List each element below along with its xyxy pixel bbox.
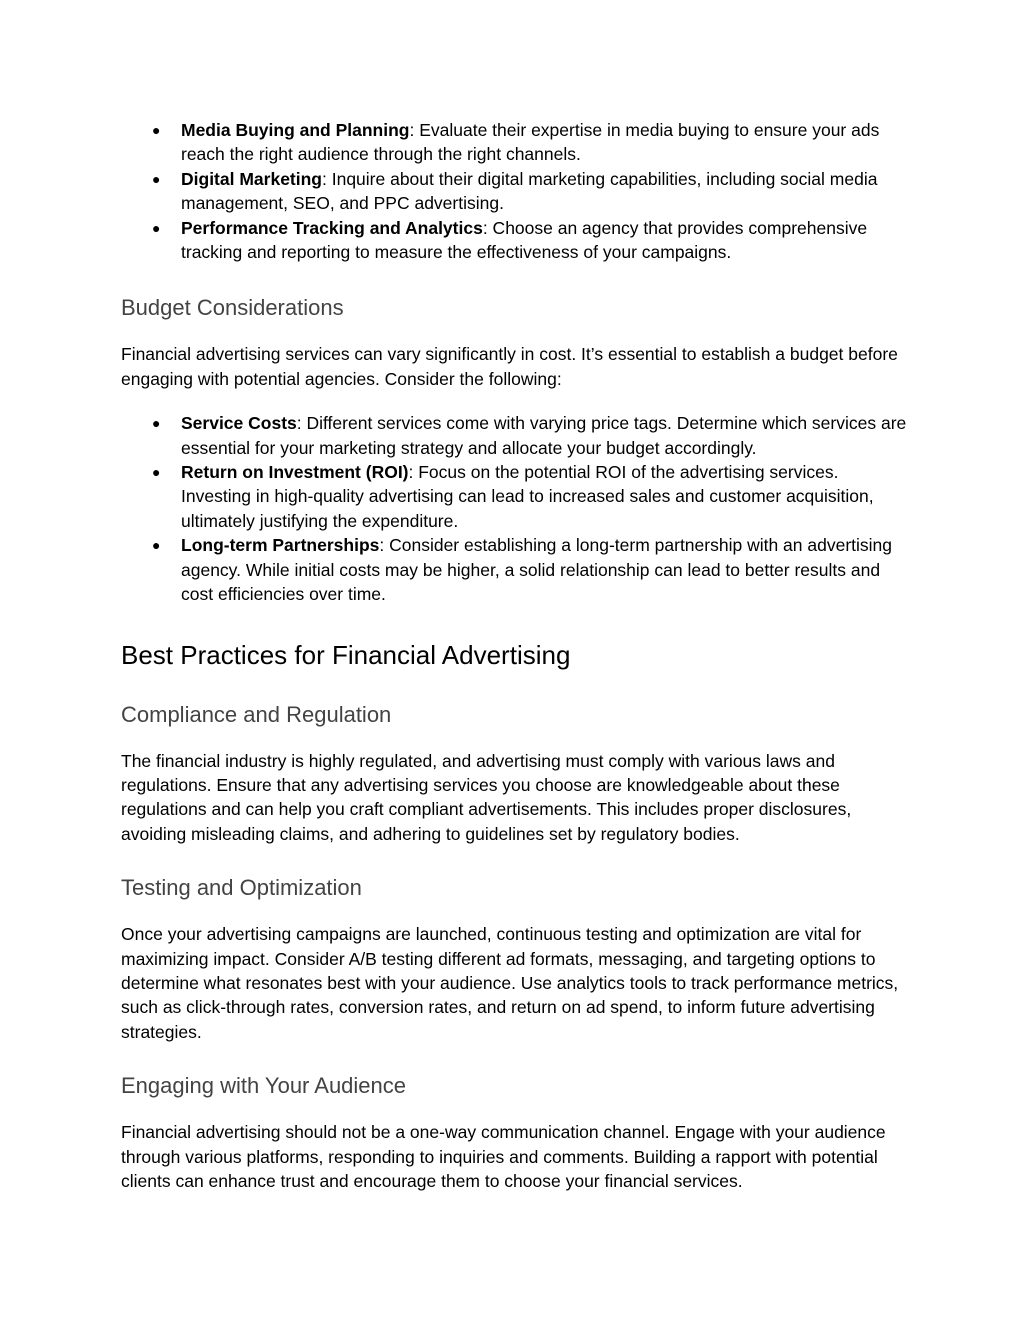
list-item-term: Digital Marketing [181,168,322,189]
budget-list [121,411,911,606]
list-item-text: : Consider establishing a long-term partnership with an advertising agency. While initial costs may be higher, a solid relationship can lead to better results and cost efficiencies over time. [181,535,893,605]
bullet-icon: ● [152,170,161,187]
list-item [121,167,911,216]
testing-body: Once your advertising campaigns are launched, continuous testing and optimization are vital for maximizing impact. Consider A/B testing different ad formats, messaging, and targeting options to determine what resonates best with your audience. Use analytics tools to track performance metrics, such as click-through rates, conversion rates, and return on ad spend, to inform future advertising strategies. [121,924,899,1042]
engaging-body: Financial advertising should not be a one-way communication channel. Engage with your audience through various platforms, responding to inquiries and comments. Building a rapport with potential clients can enhance trust and encourage them to choose your financial services. [121,1122,886,1191]
list-item [121,533,911,606]
bullet-icon: ● [152,464,161,481]
list-item [121,411,911,460]
bullet-icon: ● [152,415,161,432]
bullet-icon: ● [152,219,161,236]
budget-intro: Financial advertising services can vary significantly in cost. It’s essential to establish a budget before engaging with potential agencies. Consider the following: [121,344,898,389]
best-practices-heading: Best Practices for Financial Advertising [121,639,571,670]
list-item [121,118,911,167]
list-item-text: : Focus on the potential ROI of the advertising services. Investing in high-quality advertising can lead to increased sales and customer acquisition, ultimately justifying the expenditure. [181,462,874,531]
list-item-term: Media Buying and Planning [181,120,410,140]
compliance-body: The financial industry is highly regulated, and advertising must comply with various laws and regulations. Ensure that any advertising services you choose are knowledgeable about these regulations and can help you craft compliant advertisements. This includes proper disclosures, avoiding misleading claims, and adhering to guidelines set by regulatory bodies. [121,750,852,844]
list-item-text: : Evaluate their expertise in media buying to ensure your ads reach the right audience through the right channels. [181,120,880,165]
budget-heading: Budget Considerations [121,295,344,321]
engaging-heading: Engaging with Your Audience [121,1073,407,1099]
list-item [121,460,911,533]
list-item-text: : Different services come with varying price tags. Determine which services are essential for your marketing strategy and allocate your budget accordingly. [181,413,907,458]
document-page [121,118,911,1193]
bullet-icon: ● [152,537,161,554]
list-item-term: Long-term Partnerships [181,535,380,556]
list-item-text: : Choose an agency that provides comprehensive tracking and reporting to measure the effectiveness of your campaigns. [181,217,868,263]
list-item [121,216,911,265]
testing-heading: Testing and Optimization [121,875,362,901]
list-item-term: Service Costs [181,413,297,434]
compliance-heading: Compliance and Regulation [121,701,392,727]
list-item-term: Performance Tracking and Analytics [181,217,483,238]
bullet-icon: ● [152,122,161,138]
list-item-term: Return on Investment (ROI) [181,462,409,483]
agency-services-list [121,118,911,264]
list-item-text: : Inquire about their digital marketing capabilities, including social media management, SEO, and PPC advertising. [181,168,878,214]
